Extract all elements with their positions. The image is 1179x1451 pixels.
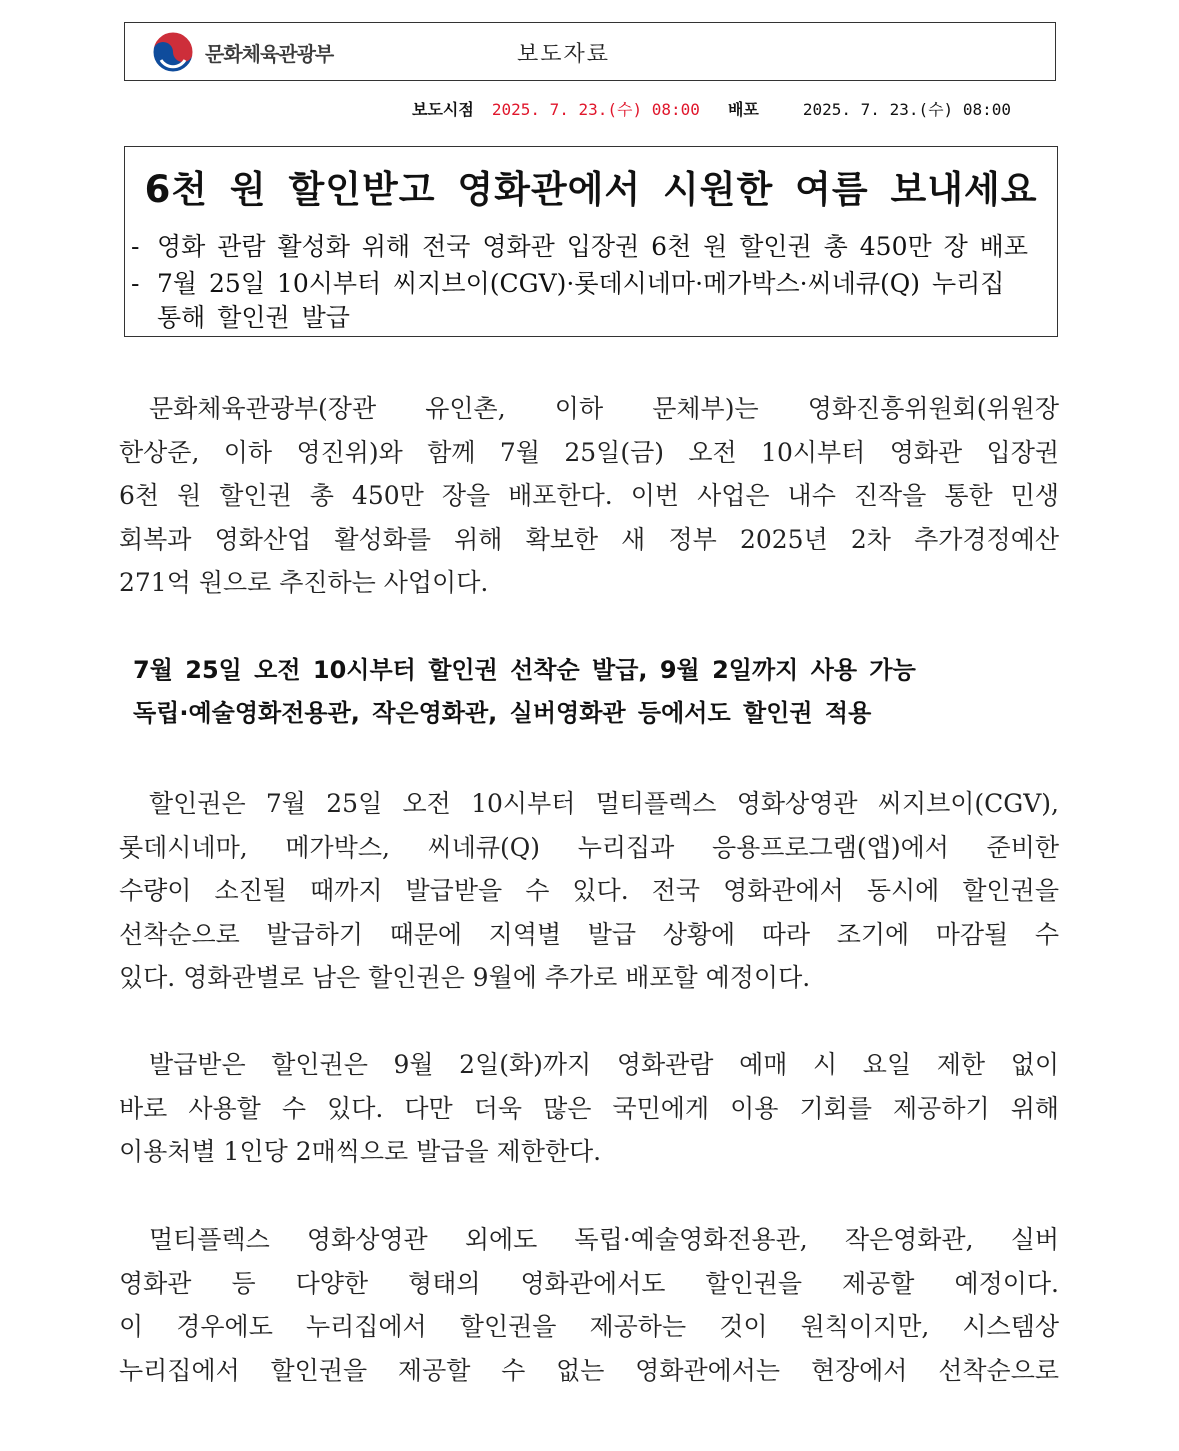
headline-title: 6천 원 할인받고 영화관에서 시원한 여름 보내세요 — [144, 168, 1038, 211]
paragraph-line: 할인권은 7월 25일 오전 10시부터 멀티플렉스 영화상영관 씨지브이(CGV), — [149, 789, 1059, 818]
paragraph-line: 이 경우에도 누리집에서 할인권을 제공하는 것이 원칙이지만, 시스템상 — [119, 1312, 1059, 1341]
paragraph-line: 수량이 소진될 때까지 발급받을 수 있다. 전국 영화관에서 동시에 할인권을 — [119, 876, 1059, 905]
paragraph-line: 바로 사용할 수 있다. 다만 더욱 많은 국민에게 이용 기회를 제공하기 위해 — [119, 1093, 1059, 1123]
paragraph-4 — [119, 1218, 1059, 1392]
paragraph-line: 멀티플렉스 영화상영관 외에도 독립·예술영화전용관, 작은영화관, 실버 — [149, 1225, 1059, 1254]
headline-sub-2: - 7월 25일 10시부터 씨지브이(CGV)·롯데시네마·메가박스·씨네큐(Q) 누리집 — [131, 269, 1005, 298]
paragraph-2 — [119, 782, 1059, 1000]
release-info — [412, 97, 1011, 120]
distribution-label: 배포 — [727, 100, 759, 119]
section-subhead-1: 7월 25일 오전 10시부터 할인권 선착순 발급, 9월 2일까지 사용 가능 — [133, 656, 916, 684]
paragraph-line: 발급받은 할인권은 9월 2일(화)까지 영화관람 예매 시 요일 제한 없이 — [149, 1050, 1059, 1079]
embargo-time: 2025. 7. 23.(수) 08:00 — [491, 100, 700, 119]
ministry-name: 문화체육관광부 — [205, 41, 334, 66]
paragraph-line: 있다. 영화관별로 남은 할인권은 9월에 추가로 배포할 예정이다. — [119, 963, 811, 992]
section-subhead-2: 독립·예술영화전용관, 작은영화관, 실버영화관 등에서도 할인권 적용 — [133, 699, 872, 727]
paragraph-line: 문화체육관광부(장관 유인촌, 이하 문체부)는 영화진흥위원회(위원장 — [149, 394, 1059, 423]
distribution-time: 2025. 7. 23.(수) 08:00 — [802, 100, 1011, 119]
paragraph-line: 271억 원으로 추진하는 사업이다. — [119, 568, 489, 597]
paragraph-line: 롯데시네마, 메가박스, 씨네큐(Q) 누리집과 응용프로그램(앱)에서 준비한 — [119, 832, 1059, 862]
ministry-logo — [151, 31, 333, 73]
paragraph-line: 영화관 등 다양한 형태의 영화관에서도 할인권을 제공할 예정이다. — [119, 1268, 1059, 1298]
paragraph-line: 이용처별 1인당 2매씩으로 발급을 제한한다. — [119, 1137, 602, 1166]
paragraph-line: 선착순으로 발급하기 때문에 지역별 발급 상황에 따라 조기에 마감될 수 — [119, 919, 1059, 949]
taegeuk-emblem-icon — [151, 30, 195, 74]
paragraph-3 — [119, 1043, 1059, 1174]
paragraph-line: 누리집에서 할인권을 제공할 수 없는 영화관에서는 현장에서 선착순으로 — [119, 1355, 1059, 1385]
headline-sub-2-cont: 통해 할인권 발급 — [157, 303, 350, 332]
paragraph-line: 6천 원 할인권 총 450만 장을 배포한다. 이번 사업은 내수 진작을 통한 민생 — [119, 481, 1059, 510]
paragraph-line: 회복과 영화산업 활성화를 위해 확보한 새 정부 2025년 2차 추가경정예산 — [119, 524, 1059, 554]
embargo-label: 보도시점 — [412, 100, 474, 119]
header-box — [124, 22, 1056, 81]
paragraph-1 — [119, 387, 1059, 605]
doc-type-label: 보도자료 — [517, 42, 611, 67]
headline-sub-1: - 영화 관람 활성화 위해 전국 영화관 입장권 6천 원 할인권 총 450만 장 배포 — [131, 232, 1028, 261]
paragraph-line: 한상준, 이하 영진위)와 함께 7월 25일(금) 오전 10시부터 영화관 입장권 — [119, 437, 1059, 467]
headline-box — [124, 146, 1058, 337]
